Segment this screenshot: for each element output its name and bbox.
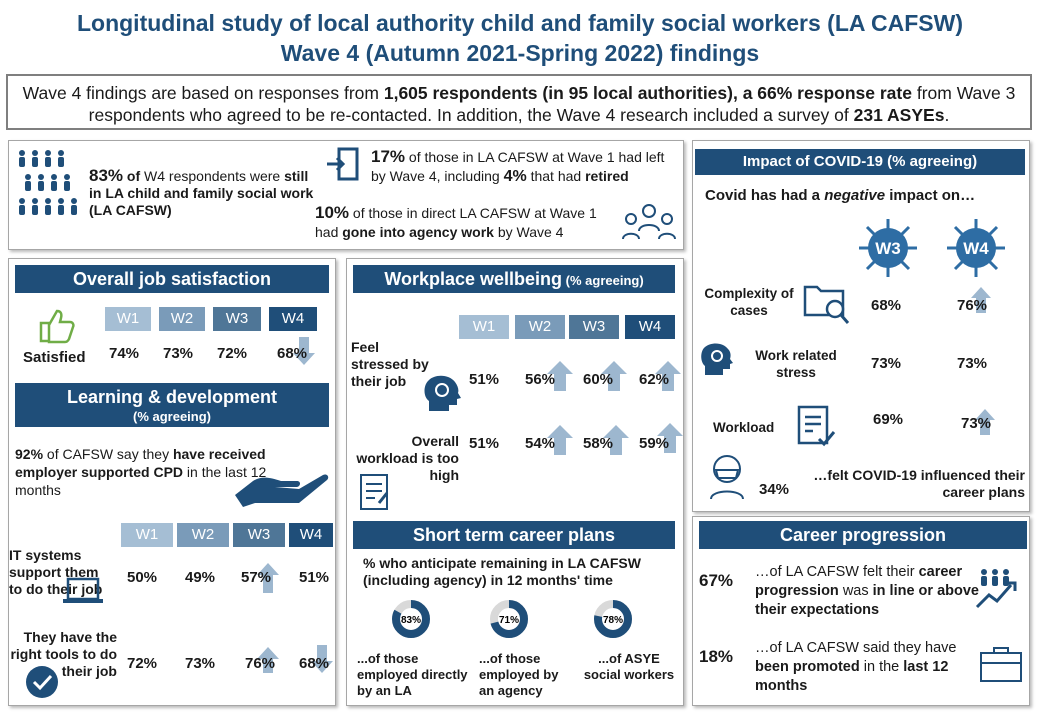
retention-stat-2 (371, 147, 681, 186)
covid-w3-value: 69% (873, 411, 904, 428)
wave-label: W1 (121, 523, 173, 547)
wave-label: W3 (213, 307, 261, 331)
wellbeing-header (353, 265, 675, 293)
stat-text: of CAFSW say they (43, 446, 173, 462)
head-stress-icon (421, 373, 461, 413)
stat-text: of those in LA CAFSW at Wave 1 had left by Wave 4, including (371, 149, 665, 184)
exit-door-icon (325, 145, 361, 183)
covid-w4-value: 73% (957, 355, 988, 372)
wave-label: W4 (269, 307, 317, 331)
donut-caption: ...of those employed by an agency (479, 651, 559, 698)
covid-w4-value: 73% (961, 415, 992, 432)
satisfaction-value: 73% (163, 345, 194, 362)
wave-label: W3 (233, 523, 285, 547)
covid-intro (705, 187, 975, 204)
tools-value: 76% (245, 655, 276, 672)
progression-panel (692, 516, 1030, 706)
wave-label: W4 (625, 315, 675, 339)
it-value: 50% (127, 569, 158, 586)
wave-label: W1 (459, 315, 509, 339)
checklist-icon (359, 473, 393, 511)
stat-bold: retired (585, 168, 629, 184)
growth-people-icon (975, 567, 1027, 611)
tools-value: 72% (127, 655, 158, 672)
workload-value: 54% (525, 435, 556, 452)
wave-label: W2 (515, 315, 565, 339)
satisfaction-panel (8, 258, 336, 706)
it-value: 49% (185, 569, 216, 586)
wellbeing-title: Workplace wellbeing (384, 269, 563, 289)
donut-label: 78% (602, 615, 624, 626)
title-line-1: Longitudinal study of local authority child and family social workers (LA CAFSW) (76, 10, 963, 36)
learning-title: Learning & development (66, 387, 278, 407)
masked-person-icon (707, 453, 747, 499)
virus-w3-icon (857, 217, 919, 279)
retention-stat-1 (89, 167, 319, 219)
satisfaction-header: Overall job satisfaction (15, 265, 329, 293)
stat-bold: been promoted (755, 659, 860, 675)
progression-value: 18% (699, 647, 734, 666)
stat-value: 92% (15, 446, 44, 462)
stat-text: of those in direct LA CAFSW at Wave 1 had (315, 205, 597, 240)
covid-row-label: Workload (713, 420, 775, 435)
progression-text-1 (755, 563, 985, 620)
covid-career-value: 34% (759, 481, 790, 498)
career-plans-intro: % who anticipate remaining in LA CAFSW (including agency) in 12 months' time (363, 555, 641, 588)
donut-asye (593, 599, 633, 639)
intro-emphasis: negative (824, 187, 886, 204)
stressed-label: Feel stressed by their job (351, 339, 429, 389)
wave-label: W2 (177, 523, 229, 547)
satisfied-label: Satisfied (23, 349, 86, 366)
donut-caption: ...of those employed directly by an LA (357, 651, 468, 698)
retention-panel (8, 140, 684, 250)
stat-bold: last 12 months (755, 659, 949, 694)
stat-bold: still in LA child and family social work (LA CAFSW) (89, 168, 314, 218)
laptop-icon (63, 577, 103, 605)
covid-panel (692, 140, 1030, 512)
stat-value: 83% (89, 166, 124, 185)
title-line-2: Wave 4 (Autumn 2021-Spring 2022) findings (280, 40, 760, 66)
wave-label: W2 (159, 307, 205, 331)
satisfaction-value: 68% (277, 345, 308, 362)
satisfaction-value: 72% (217, 345, 248, 362)
donut-caption: ...of ASYE social workers (583, 651, 675, 682)
stat-text: that had (526, 168, 586, 184)
tools-value: 73% (185, 655, 216, 672)
thumbs-up-icon (37, 305, 77, 345)
helping-hand-icon (235, 465, 329, 507)
stat-value: 10% (315, 203, 350, 222)
intro-text: . (944, 105, 950, 125)
workload-label: Overall workload is too high (356, 433, 459, 483)
learning-header (15, 383, 329, 427)
workload-value: 59% (639, 435, 670, 452)
retention-stat-3 (315, 203, 621, 242)
wave-label: W3 (569, 315, 619, 339)
donut-label: 83% (400, 615, 422, 626)
people-group-icon (17, 149, 77, 229)
it-value: 57% (241, 569, 272, 586)
tools-value: 68% (299, 655, 330, 672)
stat-text: …of LA CAFSW said they have (755, 640, 957, 656)
it-systems-label: IT systems support them to do their job (9, 547, 103, 597)
agency-people-icon (621, 201, 677, 243)
stat-value: 17% (371, 147, 406, 166)
virus-w4-icon (945, 217, 1007, 279)
intro-text: impact on… (885, 187, 976, 204)
progression-text-2 (755, 639, 965, 696)
intro-text: Wave 4 findings are based on responses from (22, 83, 384, 103)
covid-w4-value: 76% (957, 297, 988, 314)
head-stress-icon (699, 341, 735, 377)
stat-bold: career progression (755, 564, 963, 599)
virus-w3-label: W3 (875, 239, 901, 258)
covid-header: Impact of COVID-19 (% agreeing) (695, 149, 1025, 175)
stress-value: 56% (525, 371, 556, 388)
right-tools-label: They have the right tools to do their job (10, 629, 117, 679)
stat-bold: gone into agency work (342, 224, 494, 240)
donut-la (391, 599, 431, 639)
intro-bold: 1,605 respondents (in 95 local authorities), a 66% response rate (383, 83, 912, 103)
stat-text: …of LA CAFSW felt their (755, 564, 919, 580)
intro-box (6, 74, 1032, 130)
wellbeing-panel (346, 258, 684, 706)
stat-bold: in line or above their expectations (755, 583, 979, 618)
stat-text: by Wave 4 (493, 224, 564, 240)
checklist-icon (797, 405, 837, 447)
donut-label: 71% (498, 615, 520, 626)
stat-text: in the (859, 659, 904, 675)
donut-agency (489, 599, 529, 639)
covid-row-label: Work related stress (755, 348, 837, 380)
page-title (0, 8, 1040, 68)
stat-text: was (838, 583, 873, 599)
stat-bold: have received employer supported CPD (15, 446, 266, 480)
checkmark-icon (25, 665, 59, 699)
progression-value: 67% (699, 571, 734, 590)
career-plans-header: Short term career plans (353, 521, 675, 549)
intro-bold: 231 ASYEs (853, 105, 945, 125)
stat-text: in the last 12 months (15, 464, 267, 498)
folder-search-icon (803, 279, 851, 325)
covid-row-label: Complexity of cases (704, 286, 794, 318)
briefcase-icon (979, 645, 1023, 683)
workload-value: 58% (583, 435, 614, 452)
wellbeing-subtitle: (% agreeing) (562, 273, 644, 288)
satisfaction-value: 74% (109, 345, 140, 362)
stress-value: 51% (469, 371, 500, 388)
stat-of: of (123, 168, 145, 184)
learning-subtitle: (% agreeing) (132, 409, 211, 424)
covid-w3-value: 73% (871, 355, 902, 372)
virus-w4-label: W4 (963, 239, 989, 258)
covid-w3-value: 68% (871, 297, 902, 314)
stat-value: 4% (503, 168, 527, 185)
stress-value: 60% (583, 371, 614, 388)
it-value: 51% (299, 569, 330, 586)
wave-label: W1 (105, 307, 151, 331)
workload-value: 51% (469, 435, 500, 452)
progression-header: Career progression (699, 521, 1027, 549)
intro-text: Covid has had a (705, 187, 825, 204)
intro-text: from Wave 3 respondents who agreed to be re-contacted. In addition, the Wave 4 research included a survey of (88, 83, 1016, 125)
stress-value: 62% (639, 371, 670, 388)
stat-text: W4 respondents were (144, 168, 281, 184)
wave-label: W4 (289, 523, 333, 547)
covid-career-text: …felt COVID-19 influenced their career plans (813, 467, 1025, 500)
